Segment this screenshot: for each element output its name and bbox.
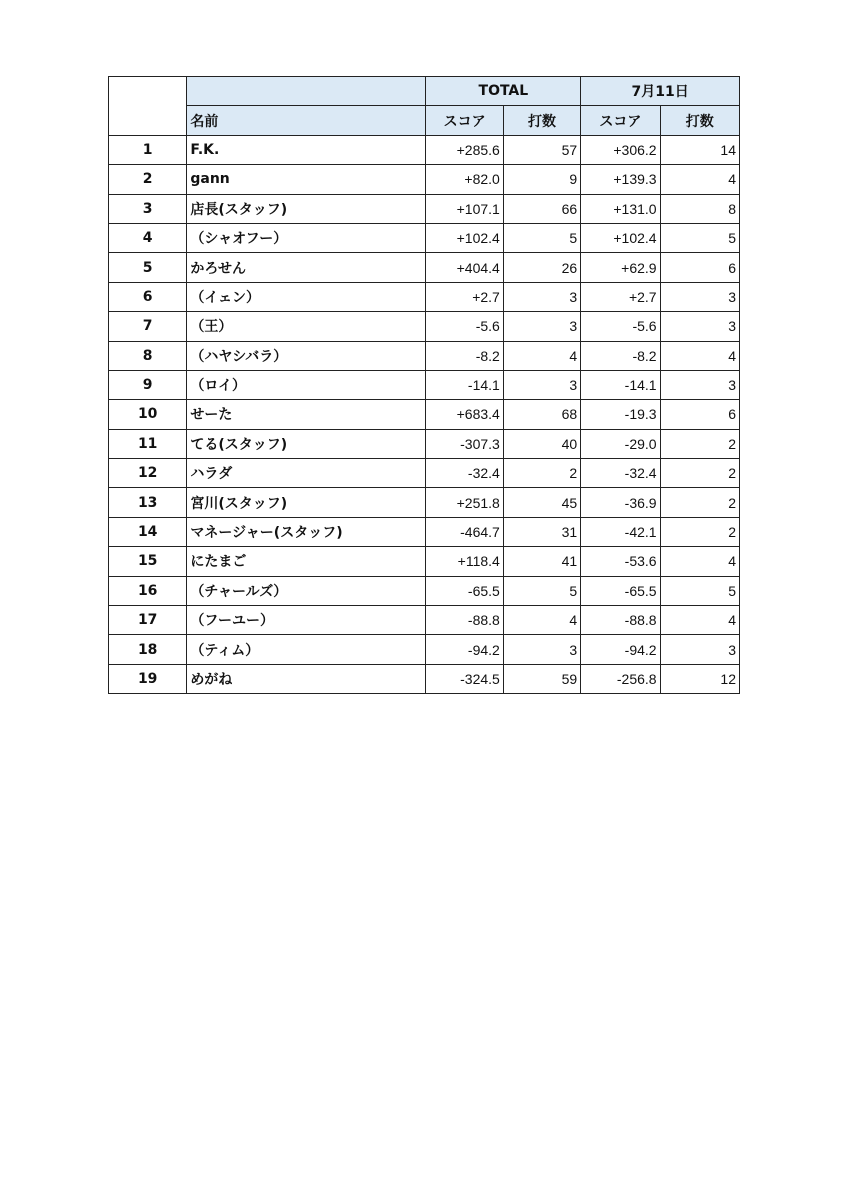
total-score-cell: -307.3 xyxy=(426,429,503,458)
day-count-cell: 6 xyxy=(660,400,739,429)
table-row xyxy=(109,606,740,635)
table-row xyxy=(109,165,740,194)
total-score-header: スコア xyxy=(426,106,503,135)
player-name-cell: （チャールズ） xyxy=(187,576,426,605)
player-name-cell: にたまご xyxy=(187,547,426,576)
total-score-cell: +404.4 xyxy=(426,253,503,282)
total-count-cell: 26 xyxy=(503,253,580,282)
total-header: TOTAL xyxy=(426,77,581,106)
day-score-cell: -32.4 xyxy=(581,459,660,488)
rank-cell: 4 xyxy=(109,223,187,252)
day-score-cell: +139.3 xyxy=(581,165,660,194)
player-name-cell: （王） xyxy=(187,312,426,341)
day-score-cell: -94.2 xyxy=(581,635,660,664)
table-row xyxy=(109,282,740,311)
total-score-cell: +2.7 xyxy=(426,282,503,311)
table-row xyxy=(109,517,740,546)
player-name-cell: （イェン） xyxy=(187,282,426,311)
total-count-cell: 41 xyxy=(503,547,580,576)
rank-cell: 5 xyxy=(109,253,187,282)
day-score-cell: -88.8 xyxy=(581,606,660,635)
total-count-cell: 2 xyxy=(503,459,580,488)
day-score-header: スコア xyxy=(581,106,660,135)
total-count-cell: 59 xyxy=(503,664,580,693)
rank-cell: 3 xyxy=(109,194,187,223)
total-count-cell: 68 xyxy=(503,400,580,429)
day-count-cell: 2 xyxy=(660,429,739,458)
header-row-1 xyxy=(109,77,740,106)
total-count-cell: 57 xyxy=(503,135,580,164)
day-count-cell: 2 xyxy=(660,488,739,517)
day-count-cell: 4 xyxy=(660,606,739,635)
table-row xyxy=(109,429,740,458)
table-row xyxy=(109,223,740,252)
total-count-cell: 40 xyxy=(503,429,580,458)
rank-cell: 9 xyxy=(109,370,187,399)
day-count-cell: 8 xyxy=(660,194,739,223)
table-row xyxy=(109,341,740,370)
rank-cell: 12 xyxy=(109,459,187,488)
total-count-cell: 4 xyxy=(503,341,580,370)
total-count-cell: 3 xyxy=(503,312,580,341)
total-score-cell: -88.8 xyxy=(426,606,503,635)
day-count-cell: 3 xyxy=(660,635,739,664)
total-count-cell: 3 xyxy=(503,370,580,399)
player-name-cell: 宮川(スタッフ) xyxy=(187,488,426,517)
day-count-cell: 14 xyxy=(660,135,739,164)
rank-cell: 11 xyxy=(109,429,187,458)
day-score-cell: -36.9 xyxy=(581,488,660,517)
day-count-cell: 4 xyxy=(660,165,739,194)
player-name-cell: gann xyxy=(187,165,426,194)
total-count-cell: 45 xyxy=(503,488,580,517)
player-name-cell: かろせん xyxy=(187,253,426,282)
day-count-cell: 5 xyxy=(660,576,739,605)
day-score-cell: -53.6 xyxy=(581,547,660,576)
day-score-cell: -256.8 xyxy=(581,664,660,693)
day-score-cell: +62.9 xyxy=(581,253,660,282)
player-name-cell: てる(スタッフ) xyxy=(187,429,426,458)
table-row xyxy=(109,547,740,576)
day-score-cell: +131.0 xyxy=(581,194,660,223)
day-count-cell: 4 xyxy=(660,341,739,370)
player-name-cell: マネージャー(スタッフ) xyxy=(187,517,426,546)
player-name-cell: めがね xyxy=(187,664,426,693)
day-count-cell: 2 xyxy=(660,459,739,488)
rank-cell: 14 xyxy=(109,517,187,546)
day-count-cell: 12 xyxy=(660,664,739,693)
total-score-cell: +82.0 xyxy=(426,165,503,194)
rank-cell: 7 xyxy=(109,312,187,341)
player-name-cell: （ロイ） xyxy=(187,370,426,399)
rank-cell: 1 xyxy=(109,135,187,164)
rank-cell: 16 xyxy=(109,576,187,605)
day-score-cell: +306.2 xyxy=(581,135,660,164)
rank-cell: 8 xyxy=(109,341,187,370)
date-header: 7月11日 xyxy=(581,77,740,106)
table-row xyxy=(109,253,740,282)
player-name-cell: （シャオフー） xyxy=(187,223,426,252)
total-count-cell: 66 xyxy=(503,194,580,223)
total-score-cell: -32.4 xyxy=(426,459,503,488)
rank-cell: 13 xyxy=(109,488,187,517)
day-count-cell: 3 xyxy=(660,312,739,341)
day-score-cell: -5.6 xyxy=(581,312,660,341)
total-count-cell: 4 xyxy=(503,606,580,635)
rank-cell: 17 xyxy=(109,606,187,635)
table-row xyxy=(109,135,740,164)
player-name-cell: （ハヤシバラ） xyxy=(187,341,426,370)
rank-cell: 2 xyxy=(109,165,187,194)
total-score-cell: +118.4 xyxy=(426,547,503,576)
day-count-cell: 5 xyxy=(660,223,739,252)
corner-cell xyxy=(109,77,187,136)
table-row xyxy=(109,370,740,399)
table-row xyxy=(109,194,740,223)
day-score-cell: -42.1 xyxy=(581,517,660,546)
total-score-cell: -65.5 xyxy=(426,576,503,605)
day-count-cell: 6 xyxy=(660,253,739,282)
day-score-cell: -29.0 xyxy=(581,429,660,458)
rank-cell: 19 xyxy=(109,664,187,693)
day-score-cell: -65.5 xyxy=(581,576,660,605)
day-score-cell: -8.2 xyxy=(581,341,660,370)
total-score-cell: -8.2 xyxy=(426,341,503,370)
day-count-cell: 4 xyxy=(660,547,739,576)
total-score-cell: -94.2 xyxy=(426,635,503,664)
rank-cell: 15 xyxy=(109,547,187,576)
total-count-cell: 9 xyxy=(503,165,580,194)
total-score-cell: +683.4 xyxy=(426,400,503,429)
player-name-cell: F.K. xyxy=(187,135,426,164)
day-count-cell: 3 xyxy=(660,370,739,399)
day-count-cell: 3 xyxy=(660,282,739,311)
player-name-cell: ハラダ xyxy=(187,459,426,488)
ranking-table xyxy=(108,76,740,694)
player-name-cell: せーた xyxy=(187,400,426,429)
rank-cell: 10 xyxy=(109,400,187,429)
player-name-cell: 店長(スタッフ) xyxy=(187,194,426,223)
table-row xyxy=(109,664,740,693)
total-count-cell: 3 xyxy=(503,635,580,664)
total-count-cell: 31 xyxy=(503,517,580,546)
table-row xyxy=(109,488,740,517)
total-score-cell: -14.1 xyxy=(426,370,503,399)
day-count-header: 打数 xyxy=(660,106,739,135)
total-score-cell: +107.1 xyxy=(426,194,503,223)
total-count-cell: 5 xyxy=(503,576,580,605)
table-row xyxy=(109,576,740,605)
total-score-cell: -464.7 xyxy=(426,517,503,546)
rank-cell: 6 xyxy=(109,282,187,311)
table-row xyxy=(109,635,740,664)
day-score-cell: -19.3 xyxy=(581,400,660,429)
name-column-header: 名前 xyxy=(187,106,426,135)
day-score-cell: -14.1 xyxy=(581,370,660,399)
header-row-2 xyxy=(109,106,740,135)
table-row xyxy=(109,312,740,341)
player-name-cell: （ティム） xyxy=(187,635,426,664)
table-row xyxy=(109,459,740,488)
rank-cell: 18 xyxy=(109,635,187,664)
day-score-cell: +102.4 xyxy=(581,223,660,252)
total-score-cell: +285.6 xyxy=(426,135,503,164)
total-count-header: 打数 xyxy=(503,106,580,135)
name-group-header xyxy=(187,77,426,106)
total-count-cell: 3 xyxy=(503,282,580,311)
total-score-cell: -5.6 xyxy=(426,312,503,341)
total-count-cell: 5 xyxy=(503,223,580,252)
day-count-cell: 2 xyxy=(660,517,739,546)
total-score-cell: +102.4 xyxy=(426,223,503,252)
total-score-cell: +251.8 xyxy=(426,488,503,517)
day-score-cell: +2.7 xyxy=(581,282,660,311)
player-name-cell: （フーユー） xyxy=(187,606,426,635)
table-row xyxy=(109,400,740,429)
total-score-cell: -324.5 xyxy=(426,664,503,693)
